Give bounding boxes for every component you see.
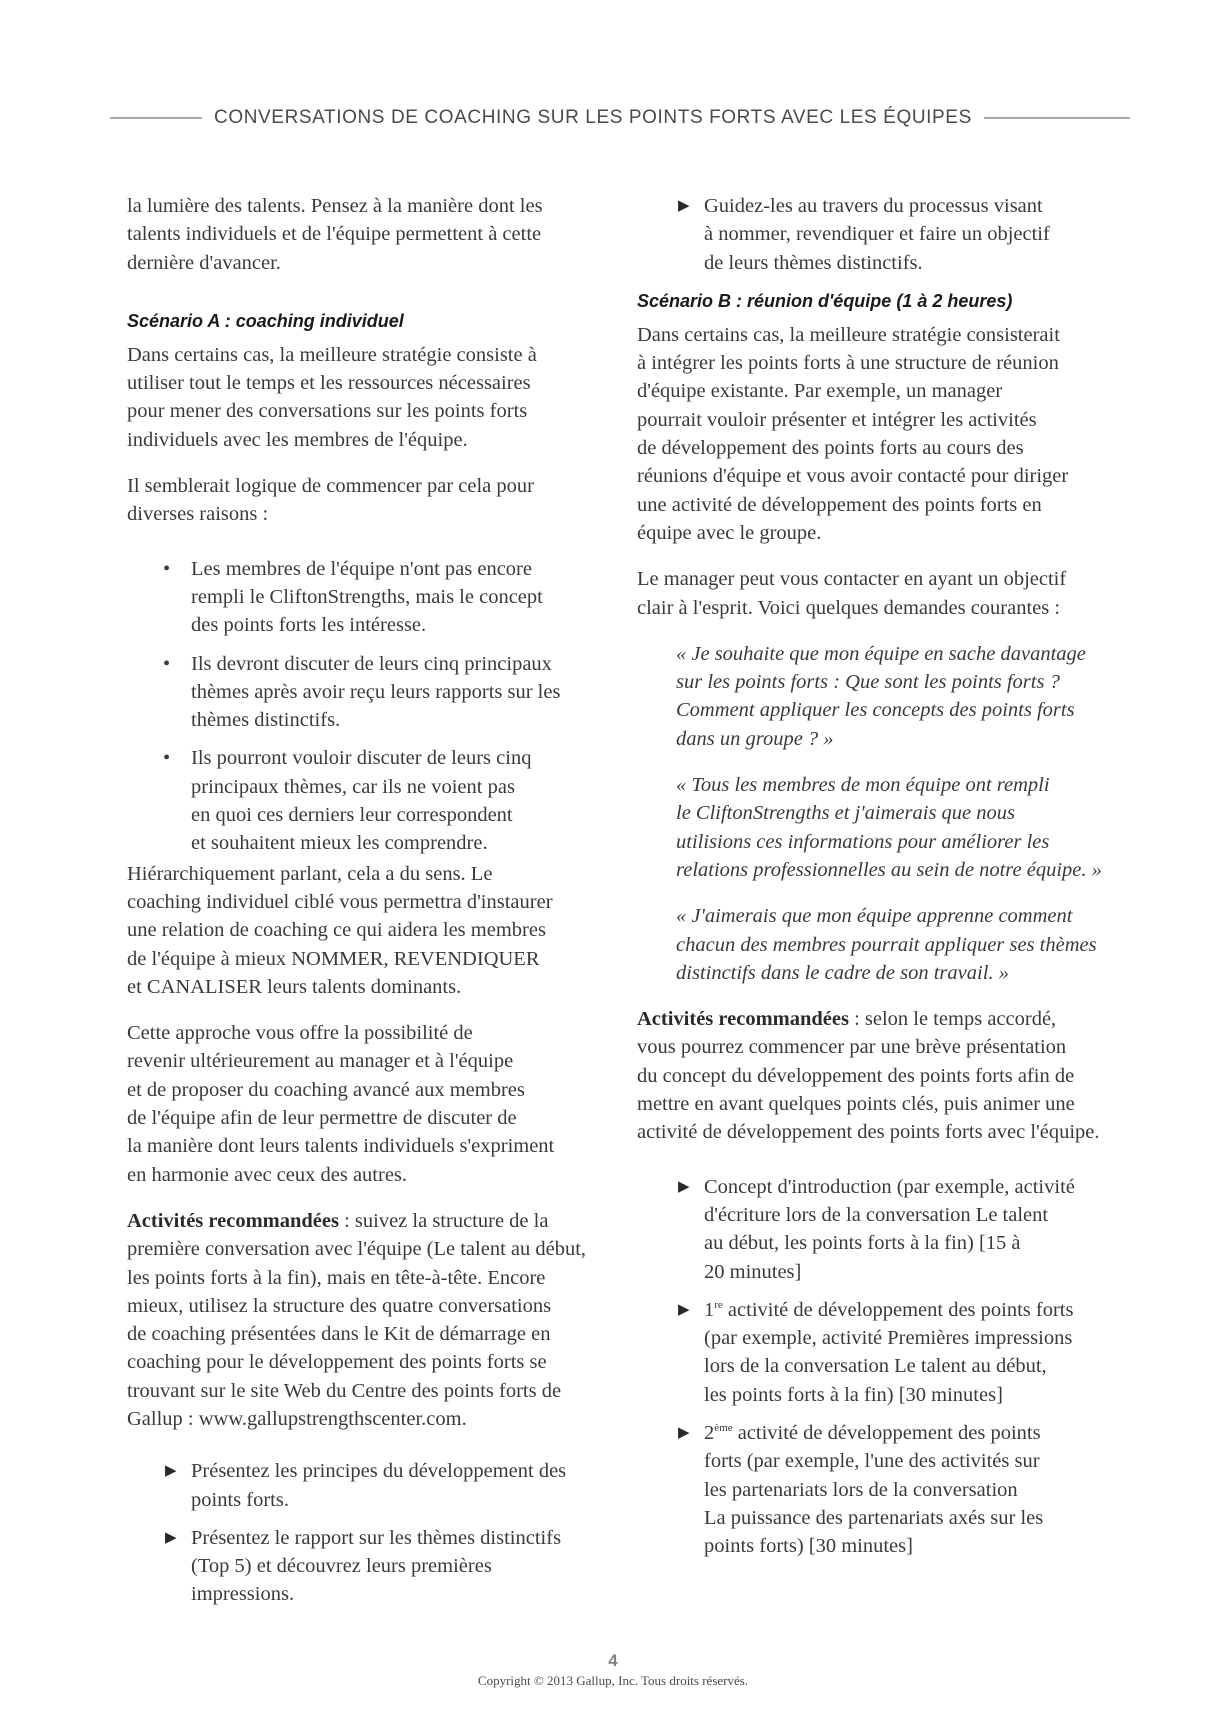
text-line: réunions d'équipe et vous avoir contacté pour diriger xyxy=(637,465,1069,488)
text-line: du concept du développement des points forts afin de xyxy=(637,1064,1075,1087)
text-line: de développement des points forts au cours des xyxy=(637,437,1024,460)
list-item xyxy=(127,1457,617,1514)
text-line: première conversation avec l'équipe (Le talent au début, xyxy=(127,1238,587,1261)
text-line: points forts) [30 minutes] xyxy=(704,1535,913,1558)
text-line: revenir ultérieurement au manager et à l'équipe xyxy=(127,1050,514,1073)
header-title: CONVERSATIONS DE COACHING SUR LES POINTS FORTS AVEC LES ÉQUIPES xyxy=(214,107,972,128)
steps-list xyxy=(127,1457,617,1608)
text-line: le CliftonStrengths et j'aimerais que nous xyxy=(676,802,1016,825)
triangle-bullet-icon: ▶ xyxy=(165,1463,177,1480)
bullet-dot-icon: • xyxy=(163,747,171,770)
header-rule-left xyxy=(110,117,202,119)
left-column xyxy=(127,192,617,1619)
text-line: de l'équipe à mieux NOMMER, REVENDIQUER xyxy=(127,947,540,970)
text-line: utiliser tout le temps et les ressources nécessaires xyxy=(127,372,531,395)
text-line: mettre en avant quelques points clés, puis animer une xyxy=(637,1093,1075,1116)
text-line: Ils pourront vouloir discuter de leurs cinq xyxy=(191,747,532,770)
text-line: de l'équipe afin de leur permettre de discuter de xyxy=(127,1107,517,1130)
text-line: points forts. xyxy=(191,1488,289,1511)
text-line: de coaching présentées dans le Kit de démarrage en xyxy=(127,1323,551,1346)
scenario-b-paragraph xyxy=(637,321,1130,547)
text-line: Comment appliquer les concepts des points forts xyxy=(676,699,1075,722)
quote-block xyxy=(676,771,1130,884)
list-item xyxy=(640,1173,1130,1286)
text-line: utilisions ces informations pour améliorer les xyxy=(676,830,1050,853)
text-line: dans un groupe ? » xyxy=(676,727,834,750)
text-line: vous pourrez commencer par une brève présentation xyxy=(637,1036,1067,1059)
activities-label: Activités recommandées xyxy=(127,1209,339,1232)
quote-block xyxy=(676,902,1130,987)
text-line xyxy=(637,1005,1130,1033)
text-line: Hiérarchiquement parlant, cela a du sens. Le xyxy=(127,862,493,885)
triangle-bullet-icon: ▶ xyxy=(678,198,690,214)
hierarchy-paragraph xyxy=(127,860,617,1001)
text-line: Gallup : www.gallupstrengthscenter.com. xyxy=(127,1407,467,1430)
scenario-b-heading: Scénario B : réunion d'équipe (1 à 2 heures) xyxy=(637,290,1013,311)
text-line: « Je souhaite que mon équipe en sache davantage xyxy=(676,642,1086,665)
text-line: Dans certains cas, la meilleure stratégie consiste à xyxy=(127,343,537,366)
text-line: relations professionnelles au sein de notre équipe. » xyxy=(676,858,1102,881)
reasons-intro-paragraph xyxy=(127,472,617,529)
text-line: une activité de développement des points forts en xyxy=(637,493,1042,516)
team-steps-list xyxy=(640,1173,1130,1561)
text-line: la lumière des talents. Pensez à la manière dont les xyxy=(127,195,543,217)
steps-list-continued xyxy=(640,192,1130,277)
text-line: La puissance des partenariats axés sur les xyxy=(704,1506,1044,1529)
ordinal-suffix: ème xyxy=(714,1422,733,1435)
bullet-dot-icon: • xyxy=(163,652,171,675)
text-fragment: : suivez la structure de la xyxy=(338,1209,549,1232)
scenario-a-paragraph xyxy=(127,341,617,454)
text-line: les points forts à la fin), mais en tête-à-tête. Encore xyxy=(127,1266,546,1289)
text-line: en quoi ces derniers leur correspondent xyxy=(191,804,513,827)
text-line: la manière dont leurs talents individuels s'expriment xyxy=(127,1135,555,1158)
text-line: pourrait vouloir présenter et intégrer les activités xyxy=(637,408,1037,431)
text-line xyxy=(704,1419,1130,1447)
text-line: et CANALISER leurs talents dominants. xyxy=(127,975,462,998)
text-line: Concept d'introduction (par exemple, activité xyxy=(704,1175,1075,1198)
text-line: rempli le CliftonStrengths, mais le concept xyxy=(191,585,543,608)
reasons-list xyxy=(127,555,617,858)
text-fragment: activité de développement des points xyxy=(732,1421,1041,1444)
text-line: sur les points forts : Que sont les points forts ? xyxy=(676,671,1060,694)
text-line: impressions. xyxy=(191,1583,295,1606)
text-line: « Tous les membres de mon équipe ont rempli xyxy=(676,774,1050,797)
page-number: 4 xyxy=(608,1651,618,1670)
text-fragment: : selon le temps accordé, xyxy=(848,1008,1057,1031)
text-line xyxy=(127,1207,617,1235)
text-line: au début, les points forts à la fin) [15 à xyxy=(704,1232,1021,1255)
list-item xyxy=(640,192,1130,277)
triangle-bullet-icon: ▶ xyxy=(678,1178,690,1195)
text-line: forts (par exemple, l'une des activités sur xyxy=(704,1450,1040,1473)
text-line: Il semblerait logique de commencer par cela pour xyxy=(127,475,534,498)
text-line: 20 minutes] xyxy=(704,1260,802,1283)
text-fragment: activité de développement des points forts xyxy=(722,1298,1074,1321)
text-line xyxy=(704,1296,1130,1324)
ordinal-suffix: re xyxy=(714,1298,723,1311)
text-line: Guidez-les au travers du processus visant xyxy=(704,195,1043,217)
text-line: les partenariats lors de la conversation xyxy=(704,1478,1018,1501)
text-line: et de proposer du coaching avancé aux membres xyxy=(127,1078,525,1101)
text-line: chacun des membres pourrait appliquer ses thèmes xyxy=(676,933,1097,956)
list-item xyxy=(127,650,617,735)
text-line: distinctifs dans le cadre de son travail. » xyxy=(676,961,1009,984)
text-line: des points forts les intéresse. xyxy=(191,614,427,637)
text-line: lors de la conversation Le talent au début, xyxy=(704,1355,1047,1378)
text-line: talents individuels et de l'équipe permettent à cette xyxy=(127,223,542,246)
ordinal-number: 2 xyxy=(704,1421,715,1444)
ordinal-number: 1 xyxy=(704,1298,715,1321)
triangle-bullet-icon: ▶ xyxy=(678,1301,690,1318)
text-line: d'écriture lors de la conversation Le talent xyxy=(704,1203,1049,1226)
text-line: et souhaitent mieux les comprendre. xyxy=(191,832,488,855)
list-item xyxy=(127,555,617,640)
text-line: trouvant sur le site Web du Centre des points forts de xyxy=(127,1379,562,1402)
text-line: individuels avec les membres de l'équipe. xyxy=(127,428,468,451)
list-item xyxy=(640,1419,1130,1560)
text-line: principaux thèmes, car ils ne voient pas xyxy=(191,775,515,798)
triangle-bullet-icon: ▶ xyxy=(678,1424,690,1441)
list-item xyxy=(127,1524,617,1609)
list-item xyxy=(127,744,617,857)
activities-label: Activités recommandées xyxy=(637,1008,849,1031)
text-line: (par exemple, activité Premières impressions xyxy=(704,1327,1073,1350)
text-line: coaching pour le développement des points forts se xyxy=(127,1351,547,1374)
right-column xyxy=(637,192,1130,1570)
text-line: Dans certains cas, la meilleure stratégie consisterait xyxy=(637,323,1060,346)
triangle-bullet-icon: ▶ xyxy=(165,1529,177,1546)
text-line: les points forts à la fin) [30 minutes] xyxy=(704,1383,1003,1406)
text-line: Présentez les principes du développement des xyxy=(191,1460,567,1483)
text-line: activité de développement des points forts avec l'équipe. xyxy=(637,1121,1100,1144)
text-line: mieux, utilisez la structure des quatre conversations xyxy=(127,1294,552,1317)
text-line: équipe avec le groupe. xyxy=(637,521,822,544)
text-line: de leurs thèmes distinctifs. xyxy=(704,251,923,274)
text-line: clair à l'esprit. Voici quelques demandes courantes : xyxy=(637,596,1061,619)
activities-paragraph xyxy=(637,1005,1130,1146)
text-line: (Top 5) et découvrez leurs premières xyxy=(191,1555,492,1578)
text-line: à nommer, revendiquer et faire un objectif xyxy=(704,223,1050,246)
list-item xyxy=(640,1296,1130,1409)
text-line: Cette approche vous offre la possibilité de xyxy=(127,1022,473,1045)
text-line: thèmes distinctifs. xyxy=(191,709,341,732)
text-line: Le manager peut vous contacter en ayant un objectif xyxy=(637,568,1067,591)
text-line: thèmes après avoir reçu leurs rapports sur les xyxy=(191,680,561,703)
running-header xyxy=(110,106,1130,130)
text-line: « J'aimerais que mon équipe apprenne comment xyxy=(676,905,1073,928)
text-line: diverses raisons : xyxy=(127,503,269,526)
header-rule-right xyxy=(984,117,1130,119)
quote-block xyxy=(676,640,1130,753)
approach-paragraph xyxy=(127,1019,617,1189)
text-line: dernière d'avancer. xyxy=(127,251,281,274)
text-line: à intégrer les points forts à une structure de réunion xyxy=(637,352,1059,375)
text-line: pour mener des conversations sur les points forts xyxy=(127,400,528,423)
bullet-dot-icon: • xyxy=(163,557,171,580)
text-line: d'équipe existante. Par exemple, un manager xyxy=(637,380,1003,403)
copyright-notice: Copyright © 2013 Gallup, Inc. Tous droits réservés. xyxy=(477,1673,749,1688)
text-line: Ils devront discuter de leurs cinq principaux xyxy=(191,652,552,675)
text-line: Les membres de l'équipe n'ont pas encore xyxy=(191,557,532,580)
text-line: coaching individuel ciblé vous permettra d'instaurer xyxy=(127,890,553,913)
text-line: Présentez le rapport sur les thèmes distinctifs xyxy=(191,1526,562,1549)
text-line: une relation de coaching ce qui aidera les membres xyxy=(127,919,546,942)
intro-paragraph xyxy=(127,192,617,277)
text-line: en harmonie avec ceux des autres. xyxy=(127,1163,408,1186)
scenario-a-heading: Scénario A : coaching individuel xyxy=(127,310,404,331)
activities-paragraph xyxy=(127,1207,617,1433)
manager-requests-paragraph xyxy=(637,565,1130,622)
